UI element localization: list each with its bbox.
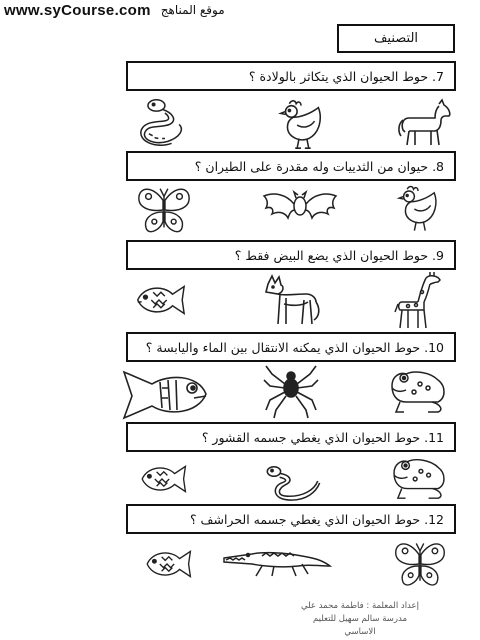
question-7: 7. حوط الحيوان الذي يتكاثر بالولادة ؟ bbox=[126, 61, 456, 91]
spider-icon[interactable] bbox=[262, 364, 320, 420]
fox-icon[interactable] bbox=[262, 274, 324, 328]
butterfly-icon[interactable] bbox=[135, 182, 193, 238]
snake-icon[interactable] bbox=[135, 96, 193, 148]
question-9: 9. حوط الحيوان الذي يضع البيض فقط ؟ bbox=[126, 240, 456, 270]
crocodile-icon[interactable] bbox=[222, 544, 332, 578]
answer-row-8 bbox=[0, 182, 480, 248]
answer-row-10 bbox=[0, 362, 480, 428]
answer-row-12 bbox=[0, 536, 480, 602]
footer-school: مدرسة سالم سهيل للتعليم الاساسي bbox=[312, 614, 407, 637]
teacher-footer bbox=[300, 600, 420, 639]
question-12: 12. حوط الحيوان الذي يغطي جسمه الحراشف ؟ bbox=[126, 504, 456, 534]
question-8: 8. حيوان من الثدييات وله مقدرة على الطيران ؟ bbox=[126, 151, 456, 181]
answer-row-9 bbox=[0, 272, 480, 338]
question-10: 10. حوط الحيوان الذي يمكنه الانتقال بين الماء واليابسة ؟ bbox=[126, 332, 456, 362]
fish-icon[interactable] bbox=[130, 278, 188, 322]
fish-icon[interactable] bbox=[140, 540, 194, 588]
page-title: التصنيف bbox=[337, 24, 455, 53]
hen-icon[interactable] bbox=[272, 96, 330, 154]
footer-teacher: إعداد المعلمة : فاطمة محمد علي bbox=[301, 601, 419, 611]
fish-icon[interactable] bbox=[135, 458, 189, 500]
site-watermark bbox=[4, 0, 284, 20]
snake-icon[interactable] bbox=[264, 462, 322, 502]
bat-icon[interactable] bbox=[262, 186, 338, 228]
fish-icon[interactable] bbox=[120, 368, 208, 422]
butterfly-icon[interactable] bbox=[392, 536, 448, 592]
giraffe-icon[interactable] bbox=[394, 270, 446, 332]
frog-icon[interactable] bbox=[388, 454, 450, 502]
horse-icon[interactable] bbox=[395, 98, 455, 148]
hen-icon[interactable] bbox=[390, 182, 446, 236]
frog-icon[interactable] bbox=[386, 366, 450, 416]
watermark-arabic: موقع المناهج bbox=[160, 3, 225, 17]
watermark-site: www.syCourse.com bbox=[4, 1, 151, 19]
question-11: 11. حوط الحيوان الذي يغطي جسمه القشور ؟ bbox=[126, 422, 456, 452]
